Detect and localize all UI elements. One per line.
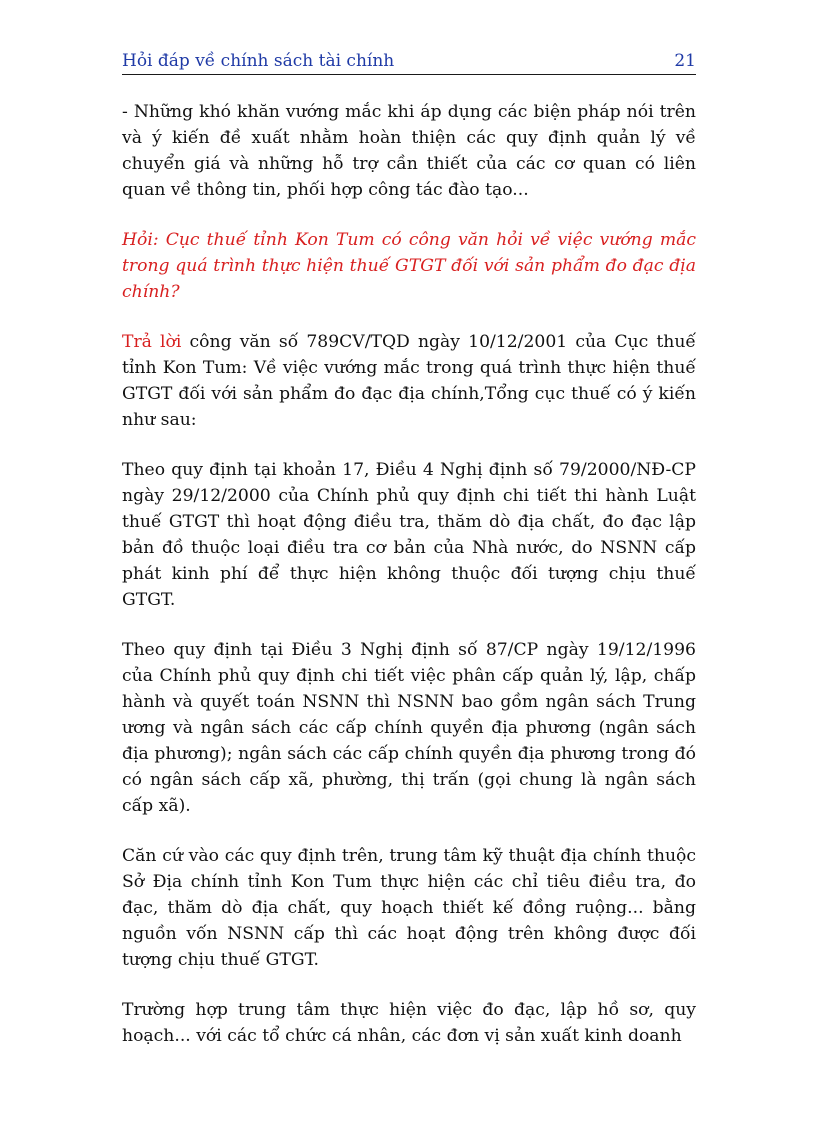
document-body <box>122 99 696 1049</box>
answer-text: công văn số 789CV/TQD ngày 10/12/2001 của Cục thuế tỉnh Kon Tum: Về việc vướng mắc trong quá trình thực hiện thuế GTGT đối với sản phẩm đo đạc địa chính,Tổng cục thuế có ý kiến như sau: <box>122 332 696 430</box>
paragraph-conclusion: Căn cứ vào các quy định trên, trung tâm kỹ thuật địa chính thuộc Sở Địa chính tỉnh Kon Tum thực hiện các chỉ tiêu điều tra, đo đạc, thăm dò địa chất, quy hoạch thiết kế đồng ruộng... bằng nguồn vốn NSNN cấp thì các hoạt động trên không được đối tượng chịu thuế GTGT. <box>122 846 696 970</box>
paragraph-decree-79: Theo quy định tại khoản 17, Điều 4 Nghị định số 79/2000/NĐ-CP ngày 29/12/2000 của Chính phủ quy định chi tiết thi hành Luật thuế GTGT thì hoạt động điều tra, thăm dò địa chất, đo đạc lập bản đồ thuộc loại điều tra cơ bản của Nhà nước, do NSNN cấp phát kinh phí để thực hiện không thuộc đối tượng chịu thuế GTGT. <box>122 460 696 610</box>
question-paragraph: Hỏi: Cục thuế tỉnh Kon Tum có công văn hỏi về việc vướng mắc trong quá trình thực hiện thuế GTGT đối với sản phẩm đo đạc địa chính? <box>122 230 696 302</box>
answer-lead: Trả lời <box>122 332 182 352</box>
running-header <box>122 50 696 75</box>
page-number: 21 <box>674 51 696 71</box>
paragraph-difficulties: - Những khó khăn vướng mắc khi áp dụng các biện pháp nói trên và ý kiến đề xuất nhằm hoàn thiện các quy định quản lý về chuyển giá và những hỗ trợ cần thiết của các cơ quan có liên quan về thông tin, phối hợp công tác đào tạo... <box>122 102 696 200</box>
document-page <box>122 50 696 1073</box>
paragraph-decree-87: Theo quy định tại Điều 3 Nghị định số 87/CP ngày 19/12/1996 của Chính phủ quy định chi tiết việc phân cấp quản lý, lập, chấp hành và quyết toán NSNN thì NSNN bao gồm ngân sách Trung ương và ngân sách các cấp chính quyền địa phương (ngân sách địa phương); ngân sách các cấp chính quyền địa phương trong đó có ngân sách cấp xã, phường, thị trấn (gọi chung là ngân sách cấp xã). <box>122 640 696 816</box>
paragraph-case: Trường hợp trung tâm thực hiện việc đo đạc, lập hồ sơ, quy hoạch... với các tổ chức cá nhân, các đơn vị sản xuất kinh doanh <box>122 1000 696 1046</box>
header-title: Hỏi đáp về chính sách tài chính <box>122 51 395 71</box>
answer-paragraph <box>122 329 696 433</box>
